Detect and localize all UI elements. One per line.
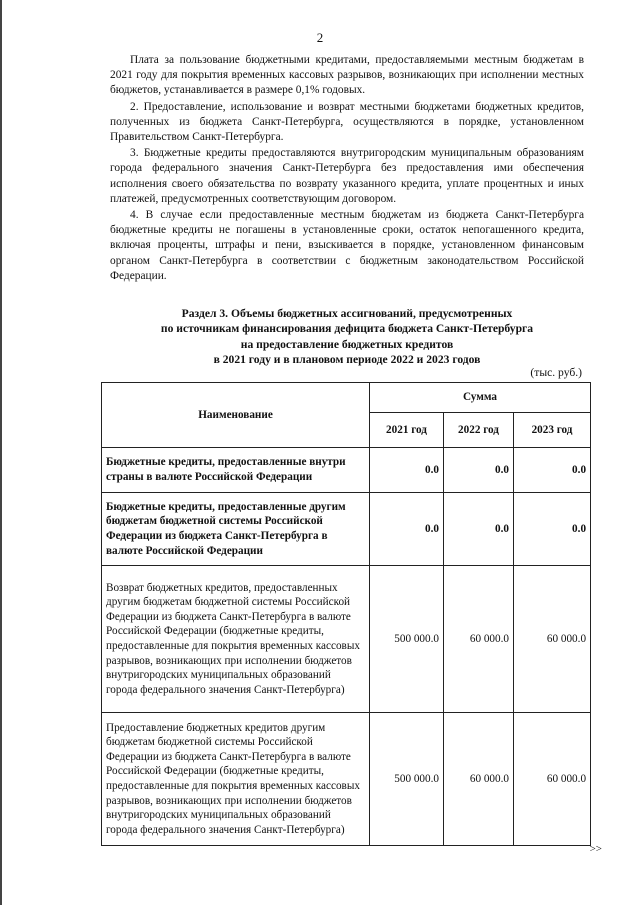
page-edge [0,0,2,905]
section-title-line: в 2021 году и в плановом периоде 2022 и 2023 годов [213,353,481,367]
row-name: Бюджетные кредиты, предоставленные другим бюджетам бюджетной системы Российской Федерации из бюджета Санкт-Петербурга в валюте Российской Федерации [102,493,370,566]
value-2022: 0.0 [444,448,514,493]
page-number: 2 [316,30,324,45]
value-2023: 60 000.0 [514,566,591,713]
row-name: Бюджетные кредиты, предоставленные внутри страны в валюте Российской Федерации [102,448,370,493]
section-title-line: по источникам финансирования дефицита бюджета Санкт-Петербурга [160,322,534,336]
value-2023: 60 000.0 [514,713,591,846]
body-text [110,53,584,285]
value-2021: 500 000.0 [370,713,444,846]
value-2021: 0.0 [370,448,444,493]
value-2023: 0.0 [514,448,591,493]
value-2022: 60 000.0 [444,713,514,846]
paragraph: 2. Предоставление, использование и возврат местными бюджетами бюджетных кредитов, полученных из бюджета Санкт-Петербурга, осуществляются в порядке, установленном Правительством Санкт-Петербурга. [110,100,584,144]
row-name: Предоставление бюджетных кредитов другим бюджетам бюджетной системы Российской Федерации из бюджета Санкт-Петербурга в валюте Российской Федерации (бюджетные кредиты, предоставленные для покрытия временных кассовых разрывов, возникающих при исполнении бюджетов внутригородских муниципальных образований города федерального значения Санкт-Петербурга) [102,713,370,846]
units-label: (тыс. руб.) [530,366,582,379]
table-row [102,566,591,713]
value-2021: 0.0 [370,493,444,566]
header-year: 2023 год [514,412,591,447]
section-title [110,306,584,368]
continuation-mark: >> [589,843,602,855]
paragraph: Плата за пользование бюджетными кредитами, предоставляемыми местным бюджетам в 2021 году для покрытия временных кассовых разрывов, возникающих при исполнении местных бюджетов, устанавливается в размере 0,1% годовых. [110,54,584,97]
table-row [102,448,591,493]
table-row [102,493,591,566]
header-year: 2022 год [444,412,514,447]
section-title-line: на предоставление бюджетных кредитов [240,337,454,351]
table-row [102,713,591,846]
value-2021: 500 000.0 [370,566,444,713]
value-2023: 0.0 [514,493,591,566]
header-sum: Сумма [370,383,591,413]
section-title-line: Раздел 3. Объемы бюджетных ассигнований, предусмотренных [181,307,513,320]
table-header-row [102,383,591,413]
paragraph: 3. Бюджетные кредиты предоставляются внутригородским муниципальным образованиям города федерального значения Санкт-Петербурга без предоставления ими обеспечения исполнения своего обязательства по возврату указанного кредита, уплате процентных и иных платежей, предусмотренных соответствующим договором. [110,147,584,205]
row-name: Возврат бюджетных кредитов, предоставленных другим бюджетам бюджетной системы Российской Федерации из бюджета Санкт-Петербурга в валюте Российской Федерации (бюджетные кредиты, предоставленные для покрытия временных кассовых разрывов, возникающих при исполнении бюджетов внутригородских муниципальных образований города федерального значения Санкт-Петербурга) [102,566,370,713]
header-name: Наименование [102,383,370,448]
paragraph: 4. В случае если предоставленные местным бюджетам из бюджета Санкт-Петербурга бюджетные кредиты не погашены в установленные сроки, остаток непогашенного кредита, включая проценты, штрафы и пени, взыскивается в порядке, установленном финансовым органом Санкт-Петербурга в соответствии с бюджетным законодательством Российской Федерации. [110,209,584,282]
header-year: 2021 год [370,412,444,447]
budget-table [101,382,591,846]
value-2022: 60 000.0 [444,566,514,713]
value-2022: 0.0 [444,493,514,566]
